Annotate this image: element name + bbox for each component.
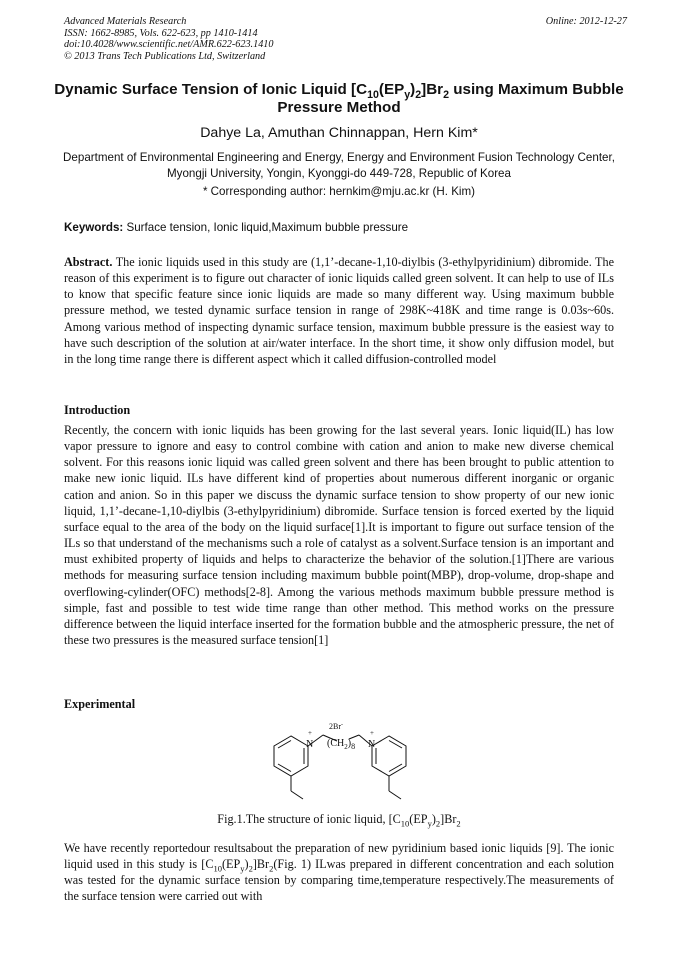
keywords-label: Keywords:	[64, 221, 124, 234]
online-date: Online: 2012-12-27	[545, 16, 627, 27]
n-atom-left: N	[306, 739, 314, 750]
keywords	[64, 221, 624, 234]
experimental-heading: Experimental	[64, 697, 136, 711]
introduction-heading: Introduction	[64, 403, 131, 417]
affiliation: Department of Environmental Engineering and Energy, Energy and Environment Fusion Technology Center, Myongji University, Yongin, Kyonggi-do 449-728, Republic of Korea	[63, 151, 615, 180]
journal-header	[64, 16, 273, 62]
corresponding-author: * Corresponding author: hernkim@mju.ac.kr (H. Kim)	[202, 185, 476, 198]
paper-title: Dynamic Surface Tension of Ionic Liquid $[C_{10}(EP_y)_2]Br_2$ using Maximum Bubble Pressure Method	[54, 81, 624, 116]
doi-line: doi:10.4028/www.scientific.net/AMR.622-623.1410	[64, 39, 274, 51]
abstract-label: Abstract.	[64, 255, 113, 269]
copyright-line: © 2013 Trans Tech Publications Ltd, Switzerland	[64, 50, 266, 62]
n-atom-right: N	[368, 739, 376, 750]
journal-name: Advanced Materials Research	[64, 16, 187, 27]
plus-charge-right: +	[370, 729, 374, 737]
figure-caption: Fig.1.The structure of ionic liquid, $[C_{10}(EP_y)_2]Br_2$	[217, 812, 461, 829]
experimental-text: We have recently reportedour resultsabout the preparation of new pyridinium based ionic liquids [9]. The ionic liquid used in this study is $[C_{10}(EP_y)_2]Br_2(Fig$. 1) ILwas prepared in different concentration and each solution was tested for the dynamic surface tension by comparing time,temperature respectively.The measurements of the surface tension were carried out with	[64, 841, 614, 904]
abstract	[64, 254, 614, 367]
keywords-text: Surface tension, Ionic liquid,Maximum bubble pressure	[123, 221, 409, 234]
issn-line: ISSN: 1662-8985, Vols. 622-623, pp 1410-1414	[64, 27, 258, 39]
introduction-text: Recently, the concern with ionic liquids has been growing for the last several years. Ionic liquid(IL) has low vapor pressure to ignore and easy to control combine with cation and anion to make new diverse chemical solvent. For this reasons ionic liquid was called green solvent and there has been brought to public attention to make new ionic liquid. ILs have different kind of properties about numerous different inorganic or organic cation and anion. So in this paper we discuss the dynamic surface tension to show property of our new ionic liquid, 1,1’-decane-1,10-diylbis (3-ethylpyridinium) dibromide. Surface tension is forced exerted by the liquid surface equal to the area of the body on the liquid surface[1].It is important to figure out surface tension of the ILs so that understand of the mechanisms such a role of catalyst as a solvent.Surface tension is an important and must exhibited property of liquids and helps to characterize the behavior of the solution.[1]There are various methods for measuring surface tension including maximum bubble point(MBP), drop-volume, drop-shape and overflowing-cylinder(OFC) methods[2-8]. Among the various methods maximum bubble pressure method is simple, fast and possible to test wide time range than other method. This method works on the pressure difference between the liquid interface inserted for the formation bubble and the atmospheric pressure, the net of these two pressures is the measured surface tension[1]	[64, 423, 614, 648]
ionic-liquid-structure-figure	[245, 719, 435, 805]
abstract-text: The ionic liquids used in this study are (1,1’-decane-1,10-diylbis (3-ethylpyridinium) dibromide. The reason of this experiment is to figure out character of ionic liquids called green solvent. It can help to use of ILs to know that specific feature since ionic liquids are made so many different way. Using maximum bubble pressure method, we tested dynamic surface tension in range of 298K~418K and time range is 0.03s~60s. Among various method of inspecting dynamic surface tension, maximum bubble pressure is the easiest way to have such description of the solution at air/water interface. In the short time, it show only diffusion model, but in the long time range there is different aspect which it called diffusion-controlled model	[64, 255, 614, 366]
author-list: Dahye La, Amuthan Chinnappan, Hern Kim*	[200, 125, 478, 141]
counterion-label: 2Br-	[329, 722, 343, 731]
methylene-chain-label: $(CH_2)_8$	[327, 738, 356, 751]
plus-charge-left: +	[308, 729, 312, 737]
